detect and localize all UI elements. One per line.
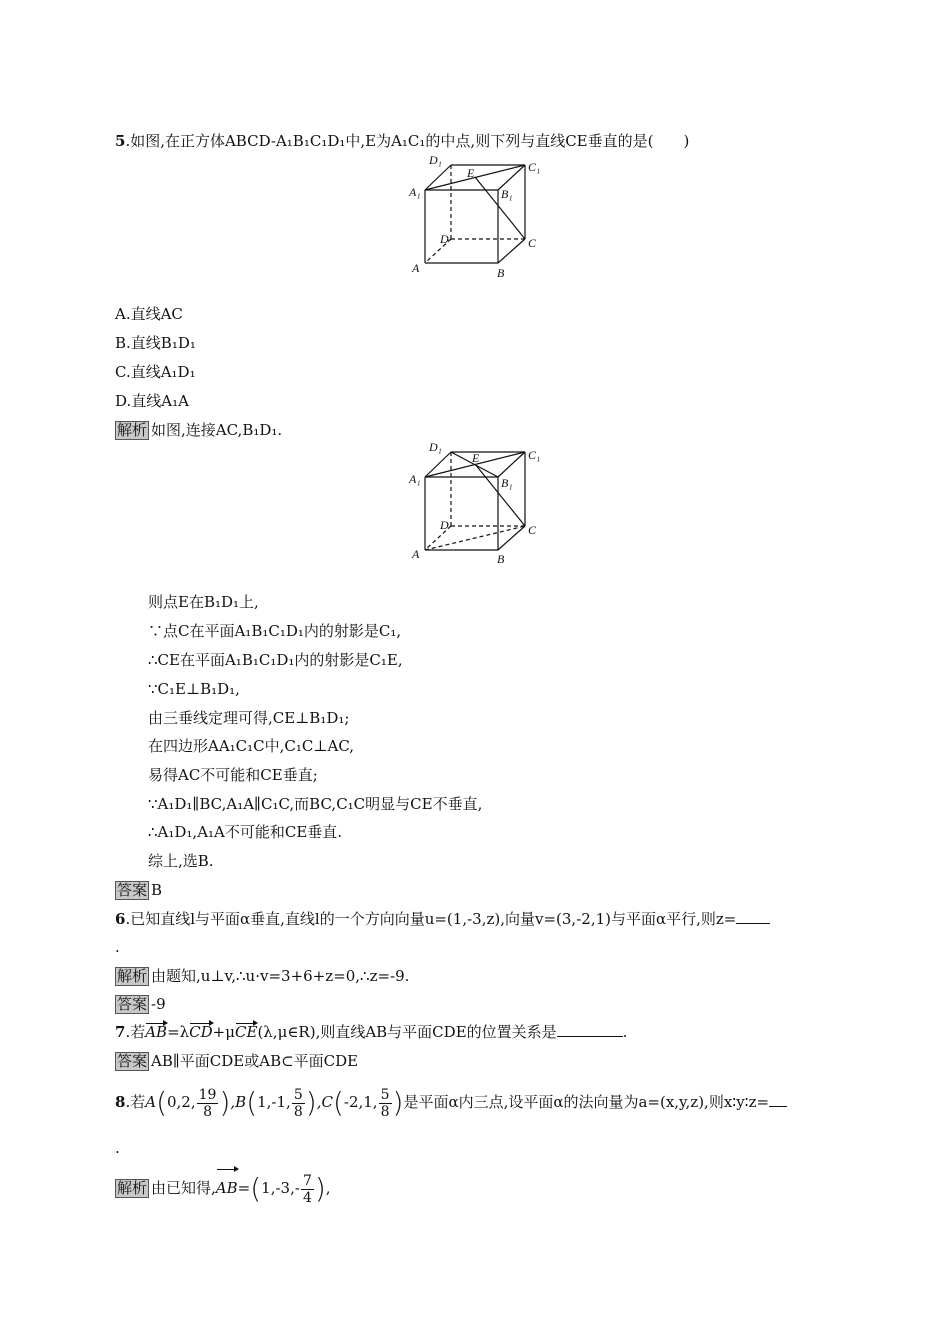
q5-step: ∴CE在平面A₁B₁C₁D₁内的射影是C₁E, bbox=[148, 651, 403, 669]
q5-step: ∵C₁E⊥B₁D₁, bbox=[148, 680, 240, 698]
q8-tail: , bbox=[325, 1179, 331, 1197]
q7-number: 7 bbox=[115, 1023, 126, 1041]
q6-answer-value: -9 bbox=[151, 995, 166, 1013]
fraction: $\frac{19}{8}$ bbox=[198, 1086, 217, 1120]
point-b-coords: 1,-1, bbox=[257, 1093, 291, 1111]
answer-tag: 答案 bbox=[117, 1052, 148, 1070]
analysis-tag: 解析 bbox=[117, 967, 148, 985]
fig1-label-a1: A₁ bbox=[409, 185, 421, 199]
q6-analysis bbox=[115, 966, 409, 986]
q7-mid2: +μ bbox=[212, 1023, 235, 1041]
vector-ab: AB bbox=[145, 1023, 168, 1041]
q5-answer bbox=[115, 880, 162, 900]
q5-number: 5 bbox=[115, 132, 126, 150]
q6-blank bbox=[736, 909, 770, 924]
fig1-label-d: D bbox=[440, 232, 449, 246]
analysis-tag: 解析 bbox=[117, 1179, 148, 1197]
q8-analysis-prefix: 由已知得, bbox=[151, 1179, 216, 1197]
q5-stem bbox=[115, 131, 689, 151]
q6-number: 6 bbox=[115, 910, 126, 928]
q8-number: 8 bbox=[115, 1093, 126, 1111]
q5-step: ∵点C在平面A₁B₁C₁D₁内的射影是C₁, bbox=[148, 622, 402, 640]
q5-step: 综上,选B. bbox=[148, 852, 214, 870]
point-c-coords: -2,1, bbox=[343, 1093, 378, 1111]
fig1-label-c: C bbox=[528, 236, 537, 250]
q8-eq: = bbox=[237, 1179, 251, 1197]
answer-tag: 答案 bbox=[117, 995, 148, 1013]
q6-answer bbox=[115, 994, 166, 1014]
q5-option-b: B.直线B₁D₁ bbox=[115, 334, 196, 352]
q7-blank bbox=[557, 1022, 623, 1037]
fig2-label-c: C bbox=[528, 523, 537, 537]
q5-stem-text: .如图,在正方体ABCD-A₁B₁C₁D₁中,E为A₁C₁的中点,则下列与直线CE垂直的是( ) bbox=[125, 132, 690, 150]
q8-vector-coords: 1,-3,- bbox=[261, 1179, 300, 1197]
fig1-label-e: E bbox=[467, 166, 475, 180]
q5-option-c: C.直线A₁D₁ bbox=[115, 363, 196, 381]
q6-stem bbox=[115, 909, 770, 929]
fig2-label-d: D bbox=[440, 518, 449, 532]
fraction: $\frac{5}{8}$ bbox=[380, 1086, 390, 1120]
q5-step: 由三垂线定理可得,CE⊥B₁D₁; bbox=[148, 709, 350, 727]
vector-cd: CD bbox=[189, 1023, 213, 1041]
point-a-coords: 0,2, bbox=[167, 1093, 196, 1111]
q7-suffix: (λ,μ∈R),则直线AB与平面CDE的位置关系是 bbox=[257, 1023, 557, 1041]
q7-mid1: =λ bbox=[167, 1023, 190, 1041]
q7-stem bbox=[115, 1022, 627, 1042]
q7-prefix: .若 bbox=[125, 1023, 146, 1041]
q8-stem: 8.若A(0,2, $\frac{19}{8}$ ),B(1,-1, $\frac{5}{8}$ ),C(-2,1, $\frac{5}{8}$ )是平面α内三点,设平面α的法向量为a=(x,y,z),则x∶y∶z= bbox=[115, 1082, 787, 1122]
fig2-label-e: E bbox=[472, 451, 480, 465]
answer-tag: 答案 bbox=[117, 881, 148, 899]
fraction: $\frac{7}{4}$ bbox=[302, 1172, 312, 1206]
q5-step: 则点E在B₁D₁上, bbox=[148, 593, 259, 611]
vector-ce: CE bbox=[235, 1023, 258, 1041]
q5-analysis bbox=[115, 420, 282, 440]
fig1-label-d1: D₁ bbox=[429, 153, 442, 167]
q6-stem-text: .已知直线l与平面α垂直,直线l的一个方向向量u=(1,-3,z),向量v=(3,-2,1)与平面α平行,则z= bbox=[125, 910, 737, 928]
fig2-label-a: A bbox=[412, 547, 420, 561]
fig1-label-b1: B₁ bbox=[501, 187, 513, 201]
fig2-label-d1: D₁ bbox=[429, 440, 442, 454]
q6-period: . bbox=[115, 938, 120, 956]
q5-analysis-first: 如图,连接AC,B₁D₁. bbox=[151, 421, 283, 439]
q6-analysis-text: 由题知,u⊥v,∴u·v=3+6+z=0,∴z=-9. bbox=[151, 967, 410, 985]
point-a: A bbox=[145, 1093, 157, 1111]
fraction: $\frac{5}{8}$ bbox=[293, 1086, 303, 1120]
q8-period: . bbox=[115, 1139, 120, 1157]
fig1-label-c1: C₁ bbox=[528, 160, 541, 174]
q7-period: . bbox=[622, 1023, 628, 1041]
point-b: ,B bbox=[230, 1093, 247, 1111]
vector-ab: AB bbox=[216, 1168, 238, 1208]
q8-prefix: .若 bbox=[125, 1093, 146, 1111]
fig2-label-b1: B₁ bbox=[501, 476, 513, 490]
q5-option-d: D.直线A₁A bbox=[115, 392, 189, 410]
q8-blank bbox=[769, 1092, 787, 1107]
point-c: ,C bbox=[316, 1093, 333, 1111]
analysis-tag: 解析 bbox=[117, 421, 148, 439]
fig1-label-b: B bbox=[497, 266, 505, 280]
fig2-label-a1: A₁ bbox=[409, 472, 421, 486]
q5-step: 在四边形AA₁C₁C中,C₁C⊥AC, bbox=[148, 737, 355, 755]
q8-suffix: 是平面α内三点,设平面α的法向量为a=(x,y,z),则x∶y∶z= bbox=[403, 1093, 770, 1111]
q5-option-a: A.直线AC bbox=[115, 305, 183, 323]
q5-step: ∴A₁D₁,A₁A不可能和CE垂直. bbox=[148, 823, 343, 841]
q7-answer bbox=[115, 1051, 358, 1071]
q7-answer-value: AB∥平面CDE或AB⊂平面CDE bbox=[151, 1052, 359, 1070]
q5-answer-value: B bbox=[151, 881, 163, 899]
q5-step: ∵A₁D₁∥BC,A₁A∥C₁C,而BC,C₁C明显与CE不垂直, bbox=[148, 795, 483, 813]
fig2-label-b: B bbox=[497, 552, 505, 566]
q8-analysis: 解析 由已知得,AB=(1,-3,- $\frac{7}{4}$ ), bbox=[115, 1168, 331, 1208]
fig1-label-a: A bbox=[412, 261, 420, 275]
fig2-label-c1: C₁ bbox=[528, 448, 541, 462]
q5-step: 易得AC不可能和CE垂直; bbox=[148, 766, 318, 784]
